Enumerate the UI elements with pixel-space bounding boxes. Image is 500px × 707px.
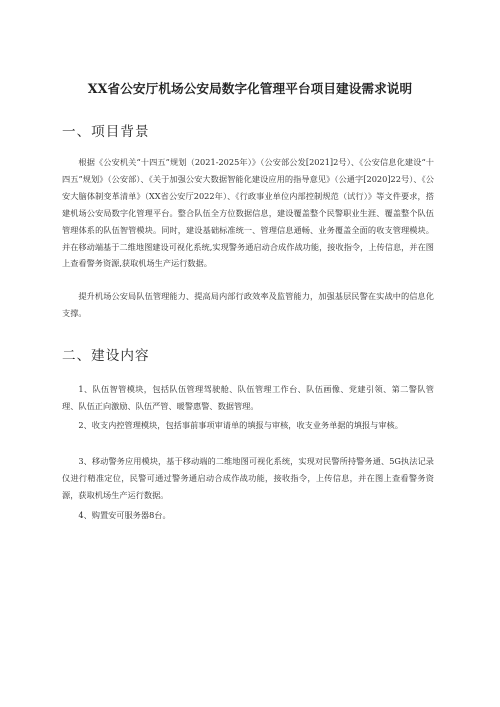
content-item-4: 4、购置安可服务器8台。 — [78, 510, 171, 520]
document-title: XX省公安厅机场公安局数字化管理平台项目建设需求说明 — [87, 81, 413, 96]
background-paragraph-2: 提升机场公安局队伍管理能力、提高局内部行政效率及监管能力，加强基层民警在实战中的信息化支撑。 — [62, 291, 434, 318]
section-heading-background: 一、项目背景 — [62, 124, 150, 140]
background-paragraph-1: 根据《公安机关“十四五”规划（2021-2025年）》（公安部公发[2021]2号）、《公安信息化建设“十四五”规划》（公安部）、《关于加强公安大数据智能化建设应用的指导意见》（公通字[2020]22号）、《公安大脑体制变革清单》（XX省公安厅2022年）、《行政事业单位内部控制规范（试行）》等文件要求，搭建机场公安局数字化管理平台。整合队伍全方位数据信息，建设覆盖整个民警职业生涯、覆盖整个队伍管理体系的队伍智管模块。同时，建设基础标准统一、管理信息通畅、业务覆盖全面的收支管理模块。并在移动端基于二维地图建设可视化系统,实现警务通启动合成作战功能，接收指令，上传信息，并在图上查看警务资源,获取机场生产运行数据。 — [62, 157, 434, 269]
content-item-1: 1、队伍智管模块，包括队伍管理驾驶舱、队伍管理工作台、队伍画像、党建引领、第二警队管理、队伍正向激励、队伍严管、暖警惠警、数据管理。 — [62, 384, 434, 411]
content-item-3: 3、移动警务应用模块，基于移动端的二维地图可视化系统，实现对民警所持警务通、5G执法记录仪进行精准定位，民警可通过警务通启动合成作战功能，接收指令，上传信息，并在图上查看警务资源，获取机场生产运行数据。 — [62, 456, 434, 500]
content-item-2: 2、收支内控管理模块，包括事前事项审请单的填报与审核，收支业务单据的填报与审核。 — [78, 420, 403, 430]
section-heading-content: 二、建设内容 — [62, 348, 150, 364]
